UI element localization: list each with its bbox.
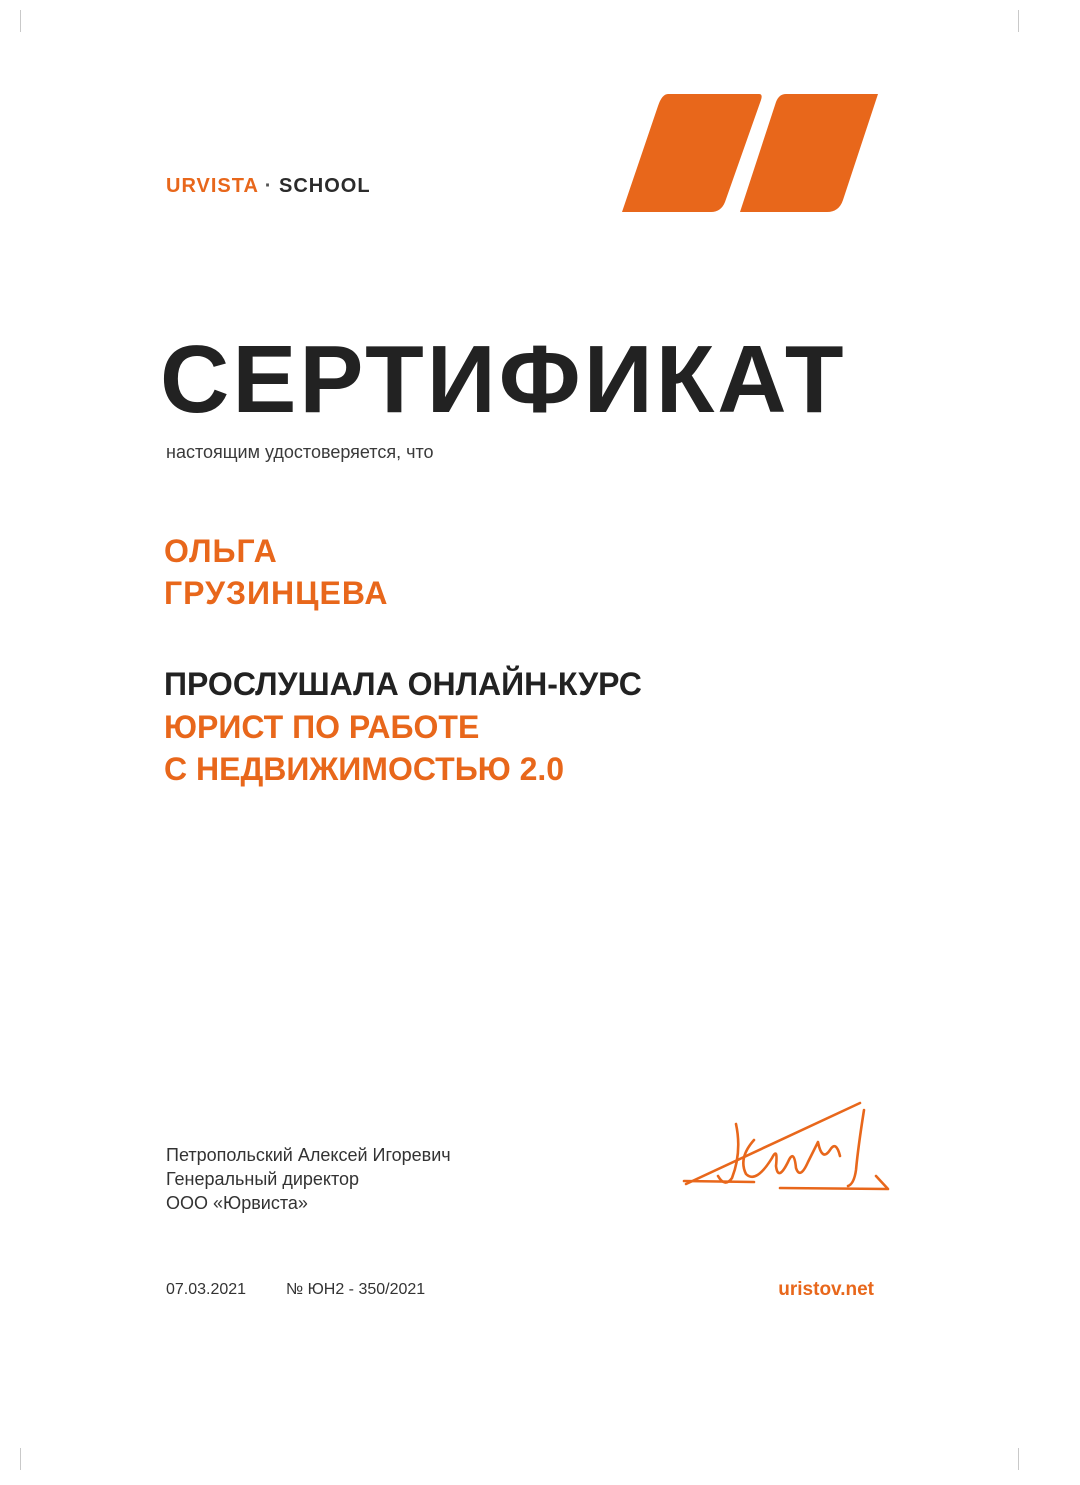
brand-name <box>166 175 371 198</box>
certificate-title: СЕРТИФИКАТ <box>160 326 847 433</box>
course-name <box>164 706 564 790</box>
certificate-number: № ЮН2 - 350/2021 <box>286 1281 426 1298</box>
orange-quote-marks-logo-icon <box>622 94 878 214</box>
crop-mark-bottom-left <box>20 1448 21 1470</box>
certificate-date: 07.03.2021 <box>166 1281 247 1298</box>
brand-separator: · <box>264 175 273 197</box>
course-name-line-1: ЮРИСТ ПО РАБОТЕ <box>164 709 480 745</box>
recipient-last-name: ГРУЗИНЦЕВА <box>164 575 389 611</box>
recipient-first-name: ОЛЬГА <box>164 533 278 569</box>
crop-mark-top-right <box>1018 10 1019 32</box>
signer-company: ООО «Юрвиста» <box>166 1193 308 1213</box>
recipient-name <box>164 530 388 614</box>
website-link[interactable]: uristov.net <box>778 1279 874 1300</box>
certificate-subtitle: настоящим удостоверяется, что <box>166 442 434 462</box>
signer-name: Петропольский Алексей Игоревич <box>166 1145 451 1165</box>
brand-part-2: SCHOOL <box>279 175 371 197</box>
signer-position: Генеральный директор <box>166 1169 360 1189</box>
handwritten-signature-icon <box>676 1096 896 1206</box>
crop-mark-top-left <box>20 10 21 32</box>
brand-part-1: URVISTA <box>166 175 259 197</box>
course-name-line-2: С НЕДВИЖИМОСТЬЮ 2.0 <box>164 751 565 787</box>
course-intro: ПРОСЛУШАЛА ОНЛАЙН-КУРС <box>164 666 642 702</box>
crop-mark-bottom-right <box>1018 1448 1019 1470</box>
signer-block <box>166 1143 451 1215</box>
